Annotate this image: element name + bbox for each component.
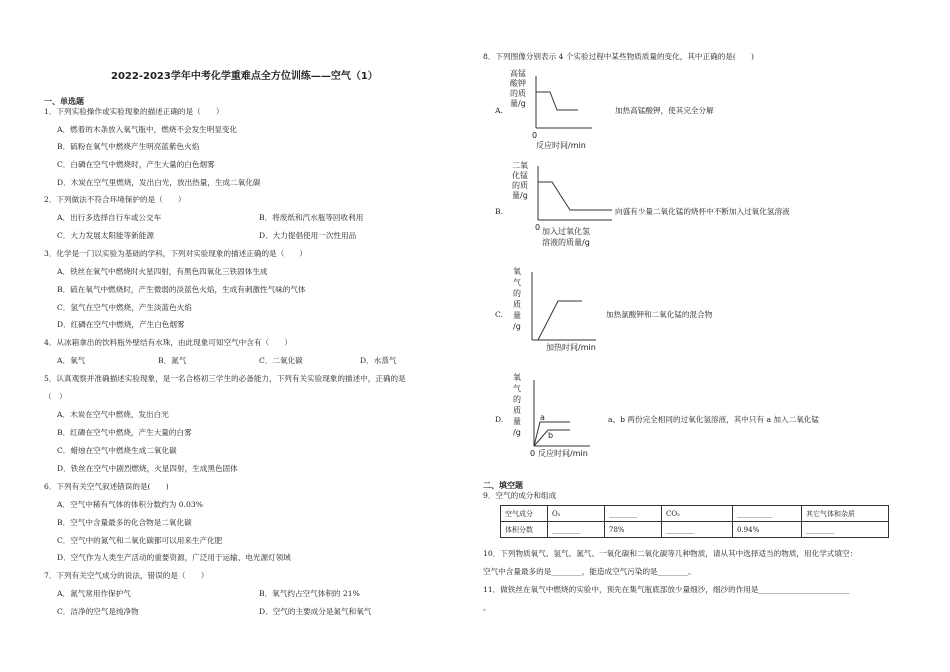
question-5-option-a: A．木炭在空气中燃烧，发出白光: [57, 410, 169, 419]
graph-d-curve-b-label: b: [548, 431, 554, 440]
page-title: 2022-2023学年中考化学重难点全方位训练——空气（1）: [111, 71, 378, 82]
graph-c-xlabel: 加热时间/min: [546, 343, 596, 352]
graph-a-xlabel: 反应时间/min: [536, 141, 586, 150]
graph-c-ylabel-5: 量: [513, 311, 521, 320]
graph-c-curve: [538, 301, 582, 340]
graph-d-ylabel-6: /g: [513, 428, 521, 437]
section-heading-single-choice: 一、单选题: [44, 97, 84, 106]
question-7-option-d: D．空气的主要成分是氮气和氧气: [259, 607, 372, 616]
question-3-stem: 3．化学是一门以实验为基础的学科，下列对实验现象的描述正确的是（ ）: [44, 249, 308, 258]
question-2-option-c: C．大力发展太阳能等新能源: [57, 231, 154, 240]
question-1-option-a: A．燃着的木条放入氧气瓶中，燃烧不会发生明显变化: [57, 125, 238, 134]
question-4-option-a: A．氧气: [57, 356, 86, 365]
question-2-option-d: D．大力提倡使用一次性用品: [259, 231, 357, 240]
graph-d-origin: 0: [530, 449, 536, 458]
graph-b-origin: 0: [535, 223, 541, 232]
graph-a-origin: 0: [532, 131, 538, 140]
question-6-stem: 6．下列有关空气叙述错误的是( ): [44, 482, 169, 491]
table-cell[interactable]: ________: [802, 522, 889, 538]
question-10-line-1: 10．下列物质氧气、氢气、氮气、一氧化碳和二氧化碳等几种物质，请从其中选择适当的物质，用化学式填空：: [483, 549, 858, 558]
graph-b-ylabel-3: 的质: [512, 181, 528, 190]
graph-d-ylabel-1: 氧: [513, 373, 521, 382]
graph-a-curve: [536, 92, 578, 110]
graph-a-ylabel-4: 量/g: [510, 99, 526, 108]
table-cell: 体积分数: [501, 522, 548, 538]
question-8-stem: 8．下列图像分别表示 4 个实验过程中某些物质质量的变化，其中正确的是( ): [483, 52, 755, 61]
graph-c-ylabel-2: 气: [513, 278, 521, 287]
question-8-graph-d: [508, 370, 608, 462]
graph-b-curve: [538, 182, 612, 210]
graph-d-ylabel-4: 质: [513, 406, 521, 415]
table-cell: CO₂: [662, 506, 733, 522]
question-8-option-c-letter: C.: [495, 310, 503, 319]
question-8-option-d-desc: a、b 两份完全相同的过氧化氢溶液，其中只有 a 加入二氧化锰: [608, 415, 819, 424]
table-cell[interactable]: ________: [662, 522, 733, 538]
question-8-option-b-letter: B.: [495, 207, 503, 216]
table-row: [501, 506, 889, 522]
table-cell: 其它气体和杂质: [802, 506, 889, 522]
question-2-stem: 2．下列做法不符合环境保护的是（ ）: [44, 195, 186, 204]
question-11-line-1: 11．做铁丝在氧气中燃烧的实验中，预先在集气瓶底部放少量细沙，细沙的作用是________________________: [483, 585, 850, 594]
graph-a-ylabel-1: 高锰: [510, 69, 526, 78]
graph-c-ylabel-6: /g: [513, 322, 521, 331]
graph-a-ylabel-2: 酸钾: [510, 79, 526, 88]
question-4-option-d: D．水蒸气: [360, 356, 397, 365]
air-composition-table: [500, 505, 889, 538]
question-8-graph-b: [508, 158, 618, 250]
table-cell: O₂: [548, 506, 605, 522]
question-3-option-d: D．红磷在空气中燃烧，产生白色烟雾: [57, 320, 185, 329]
question-8-graph-a: [508, 66, 618, 154]
question-5-stem: 5．认真观察并准确描述实验现象，是一名合格初三学生的必备能力，下列有关实验现象的描述中，正确的是: [44, 374, 406, 383]
question-7-option-c: C．洁净的空气是纯净物: [57, 607, 139, 616]
question-1-option-d: D．木炭在空气里燃烧，发出白光，放出热量，生成二氧化碳: [57, 178, 261, 187]
question-8-option-d-letter: D.: [495, 415, 504, 424]
question-6-option-a: A．空气中稀有气体的体积分数约为 0.03%: [57, 500, 203, 509]
table-cell: 0.94%: [733, 522, 802, 538]
question-8-option-a-letter: A.: [495, 106, 503, 115]
table-cell: 空气成分: [501, 506, 548, 522]
question-7-option-a: A．氮气常用作保护气: [57, 589, 131, 598]
graph-b-xlabel-2: 溶液的质量/g: [542, 238, 590, 247]
question-5-option-d: D．铁丝在空气中剧烈燃烧，火星四射，生成黑色固体: [57, 464, 238, 473]
question-3-option-c: C．氢气在空气中燃烧，产生淡蓝色火焰: [57, 303, 192, 312]
question-11-line-2: 。: [483, 603, 491, 612]
question-2-option-b: B．将废纸和汽水瓶等回收利用: [259, 213, 364, 222]
graph-c-ylabel-4: 质: [513, 300, 521, 309]
question-6-option-b: B．空气中含量最多的化合物是二氧化碳: [57, 518, 192, 527]
question-1-option-c: C．白磷在空气中燃烧时，产生大量的白色烟雾: [57, 160, 215, 169]
question-2-option-a: A．出行多选择自行车或公交车: [57, 213, 162, 222]
table-row: [501, 522, 889, 538]
question-1-option-b: B．硫粉在氧气中燃烧产生明亮蓝紫色火焰: [57, 142, 200, 151]
graph-b-ylabel-2: 化锰: [512, 171, 528, 180]
table-cell[interactable]: ________: [548, 522, 605, 538]
graph-c-ylabel-3: 的: [513, 289, 521, 298]
table-cell: 78%: [605, 522, 662, 538]
question-9-stem: 9．空气的成分和组成: [483, 491, 557, 500]
graph-d-xlabel: 反应时间/min: [538, 449, 588, 458]
question-10-line-2: 空气中含量最多的是________，能造成空气污染的是________。: [483, 567, 696, 576]
question-8-option-a-desc: 加热高锰酸钾，使其完全分解: [615, 106, 714, 115]
question-3-option-b: B．硫在氧气中燃烧时，产生微弱的淡蓝色火焰，生成有刺激性气味的气体: [57, 285, 306, 294]
question-7-option-b: B．氧气约占空气体积的 21%: [259, 589, 360, 598]
question-4-option-b: B．氮气: [158, 356, 187, 365]
graph-d-ylabel-5: 量: [513, 417, 521, 426]
question-3-option-a: A．铁丝在氧气中燃烧时火星四射，有黑色四氧化三铁固体生成: [57, 267, 268, 276]
question-4-stem: 4．从冰箱拿出的饮料瓶外壁结有水珠，由此现象可知空气中含有（ ）: [44, 338, 292, 347]
table-cell: __________: [733, 506, 802, 522]
question-5-stem-bracket: （ ）: [44, 392, 67, 401]
graph-d-ylabel-3: 的: [513, 395, 521, 404]
question-8-graph-c: [508, 264, 608, 356]
table-cell: ________: [605, 506, 662, 522]
question-4-option-c: C．二氧化碳: [259, 356, 303, 365]
graph-a-ylabel-3: 的质: [510, 89, 526, 98]
graph-c-ylabel-1: 氧: [513, 267, 521, 276]
question-6-option-d: D．空气作为人类生产活动的重要资源，广泛用于运输、电光源灯领域: [57, 553, 291, 562]
graph-b-ylabel-1: 二氧: [512, 161, 528, 170]
graph-d-ylabel-2: 气: [513, 384, 521, 393]
graph-d-curve-a-label: a: [540, 413, 545, 422]
graph-b-ylabel-4: 量/g: [512, 191, 528, 200]
question-8-option-c-desc: 加热氯酸钾和二氧化锰的混合物: [606, 310, 713, 319]
question-7-stem: 7．下列有关空气成分的说法，错误的是（ ）: [44, 571, 209, 580]
question-6-option-c: C．空气中的氮气和二氧化碳都可以用来生产化肥: [57, 536, 223, 545]
section-heading-fill-in: 二、填空题: [483, 481, 523, 490]
question-5-option-c: C．蜡烛在空气中燃烧生成二氧化碳: [57, 446, 177, 455]
question-1-stem: 1．下列实验操作或实验现象的描述正确的是（ ）: [44, 107, 224, 116]
question-5-option-b: B．红磷在空气中燃烧，产生大量的白雾: [57, 428, 192, 437]
graph-b-xlabel-1: 加入过氧化氢: [542, 227, 590, 236]
question-8-option-b-desc: 向盛有少量二氧化锰的烧杯中不断加入过氧化氢溶液: [615, 207, 790, 216]
